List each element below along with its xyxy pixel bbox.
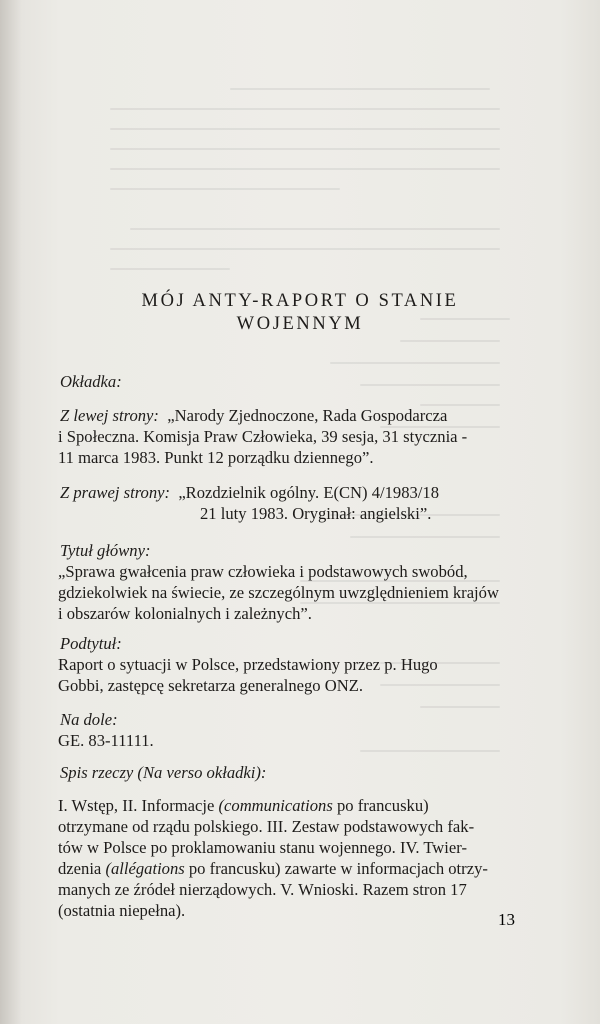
cover-section [60,371,540,392]
left-side-line-1 [60,405,540,426]
toc-line-1a: I. Wstęp, II. Informacje [58,796,219,815]
main-title-text-2: gdziekolwiek na świecie, ze szczególnym uwzględnieniem krajów [58,583,499,602]
main-title-section [60,540,540,624]
toc-line-4c: po francusku) zawarte w informacjach otrzy- [184,859,488,878]
toc-label: Spis rzeczy (Na verso okładki): [60,763,267,782]
main-title-text-3: i obszarów kolonialnych i zależnych”. [58,604,312,623]
toc-line-4b: (allégations [105,859,185,878]
right-side-label: Z prawej strony: [60,483,171,502]
toc-line-4 [58,858,540,879]
page-number: 13 [498,910,515,929]
toc-line-3: tów w Polsce po proklamowaniu stanu wojennego. IV. Twier- [58,838,467,857]
bottom-text: GE. 83-11111. [58,731,154,750]
chapter-title-line-2: WOJENNYM [236,314,364,334]
main-title-text-1: „Sprawa gwałcenia praw człowieka i podstawowych swobód, [58,562,468,581]
subtitle-text-2: Gobbi, zastępcę sekretarza generalnego ONZ. [58,676,363,695]
subtitle-section [60,633,540,696]
right-side-section [60,482,540,524]
toc-line-2: otrzymane od rządu polskiego. III. Zestaw podstawowych fak- [58,817,475,836]
toc-line-1 [58,795,540,816]
subtitle-label: Podtytuł: [60,634,122,653]
right-side-text-2: 21 luty 1983. Oryginał: angielski”. [200,504,432,523]
chapter-title [60,290,540,336]
left-side-text-1: „Narody Zjednoczone, Rada Gospodarcza [167,406,448,425]
toc-line-6: (ostatnia niepełna). [58,901,186,920]
chapter-title-line-1: MÓJ ANTY-RAPORT O STANIE [141,291,459,311]
toc-line-4a: dzenia [58,859,106,878]
cover-label: Okładka: [60,372,122,391]
subtitle-text-1: Raport o sytuacji w Polsce, przedstawiony przez p. Hugo [58,655,438,674]
main-title-label: Tytuł główny: [60,541,151,560]
left-side-text-2: i Społeczna. Komisja Praw Człowieka, 39 sesja, 31 stycznia - [58,427,468,446]
right-side-line-1 [60,482,540,503]
left-side-section [60,405,540,468]
bottom-label: Na dole: [60,710,118,729]
toc-section [60,762,540,921]
toc-line-5: manych ze źródeł nierządowych. V. Wnioski. Razem stron 17 [58,880,467,899]
right-side-text-1: „Rozdzielnik ogólny. E(CN) 4/1983/18 [178,483,440,502]
toc-line-1b: (communications [218,796,333,815]
toc-line-1c: po francusku) [332,796,429,815]
left-side-text-3: 11 marca 1983. Punkt 12 porządku dziennego”. [58,448,374,467]
left-side-label: Z lewej strony: [60,406,159,425]
bottom-section [60,709,540,751]
